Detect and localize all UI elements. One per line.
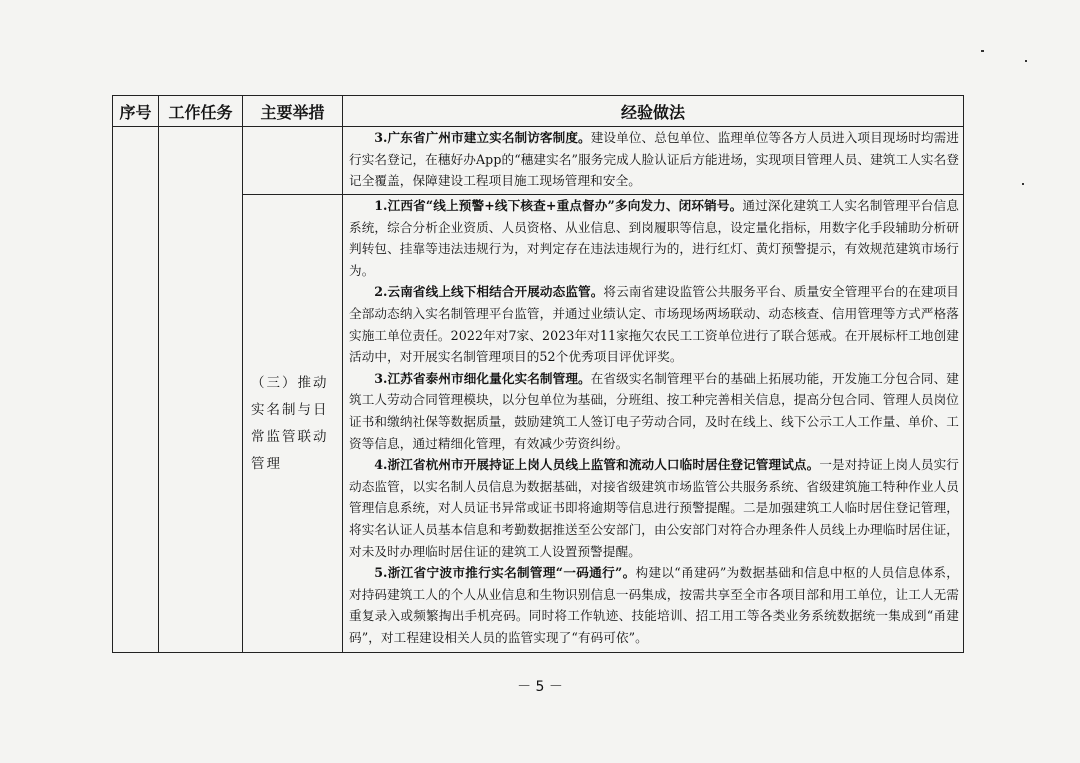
table-header-row (113, 96, 964, 127)
header-index: 序号 (113, 96, 159, 127)
practice-paragraph (349, 368, 959, 454)
scan-speck (981, 50, 984, 52)
practice-text: 一是对持证上岗人员实行动态监管，以实名制人员信息为数据基础，对接省级建筑市场监管公共服务系统、省级建筑施工特种作业人员管理信息系统，对人员证书异常或证书即将逾期等信息进行预警提醒。二是加强建筑工人临时居住登记管理，将实名认证人员基本信息和考勤数据推送至公安部门，由公安部门对符合办理条件人员线上办理临时居住证，对未及时办理临时居住证的建筑工人设置预警提醒。 (349, 457, 959, 559)
header-task: 工作任务 (159, 96, 243, 127)
scan-speck (1025, 60, 1027, 62)
page-number: － 5 － (517, 679, 563, 695)
practice-paragraph (349, 454, 959, 562)
practice-lead: 5.浙江省宁波市推行实名制管理“一码通行”。 (374, 565, 636, 581)
practice-cell (343, 195, 964, 653)
practice-lead: 4.浙江省杭州市开展持证上岗人员线上监管和流动人口临时居住登记管理试点。 (374, 457, 820, 473)
practice-text: 构建以“甬建码”为数据基础和信息中枢的人员信息体系，对持码建筑工人的个人从业信息和生物识别信息一码集成，按需共享至全市各项目部和用工单位，让工人无需重复录入或频繁掏出手机亮码。同时将工作轨迹、技能培训、招工用工等各类业务系统数据统一集成到“甬建码”，对工程建设相关人员的监管实现了“有码可依”。 (349, 565, 959, 645)
practice-text: 在省级实名制管理平台的基础上拓展功能，开发施工分包合同、建筑工人劳动合同管理模块，以分包单位为基础，分班组、按工种完善相关信息，提高分包合同、管理人员岗位证书和缴纳社保等数据质量，鼓励建筑工人签订电子劳动合同，及时在线上、线下公示工人工作量、单价、工资等信息，通过精细化管理，有效减少劳资纠纷。 (349, 370, 959, 451)
practice-paragraph (349, 195, 959, 281)
index-cell (113, 127, 159, 653)
practice-table (112, 95, 964, 653)
practice-lead: 2.云南省线上线下相结合开展动态监管。 (374, 284, 604, 300)
header-measure: 主要举措 (243, 96, 343, 127)
practice-paragraph (349, 281, 959, 367)
table-row (113, 127, 964, 195)
practice-paragraph (349, 127, 959, 192)
task-cell (159, 127, 243, 653)
header-practice: 经验做法 (343, 96, 964, 127)
practice-text: 将云南省建设监管公共服务平台、质量安全管理平台的在建项目全部动态纳入实名制管理平台监管，并通过业绩认定、市场现场两场联动、动态核查、信用管理等方式严格落实施工单位责任。2022年对7家、2023年对11家拖欠农民工工资单位进行了联合惩戒。在开展标杆工地创建活动中，对开展实名制管理项目的52个优秀项目评优评奖。 (349, 284, 959, 365)
practice-text: 通过深化建筑工人实名制管理平台信息系统，综合分析企业资质、人员资格、从业信息、到岗履职等信息，设定量化指标，用数字化手段辅助分析研判转包、挂靠等违法违规行为，对判定存在违法违规行为的，进行红灯、黄灯预警提示，有效规范建筑市场行为。 (349, 198, 959, 278)
practice-text: 建设单位、总包单位、监理单位等各方人员进入项目现场时均需进行实名登记，在穗好办App的“穗建实名”服务完成人脸认证后方能进场，实现项目管理人员、建筑工人实名登记全覆盖，保障建设工程项目施工现场管理和安全。 (349, 130, 959, 189)
practice-lead: 1.江西省“线上预警+线下核查+重点督办”多向发力、闭环销号。 (374, 198, 743, 213)
practice-lead: 3.江苏省泰州市细化量化实名制管理。 (374, 370, 591, 386)
scan-speck (1022, 183, 1024, 185)
measure-cell: （三）推动实名制与日常监管联动管理 (243, 195, 343, 653)
practice-cell (343, 127, 964, 195)
practice-paragraph (349, 562, 959, 648)
practice-lead: 3.广东省广州市建立实名制访客制度。 (374, 130, 591, 145)
measure-cell (243, 127, 343, 195)
